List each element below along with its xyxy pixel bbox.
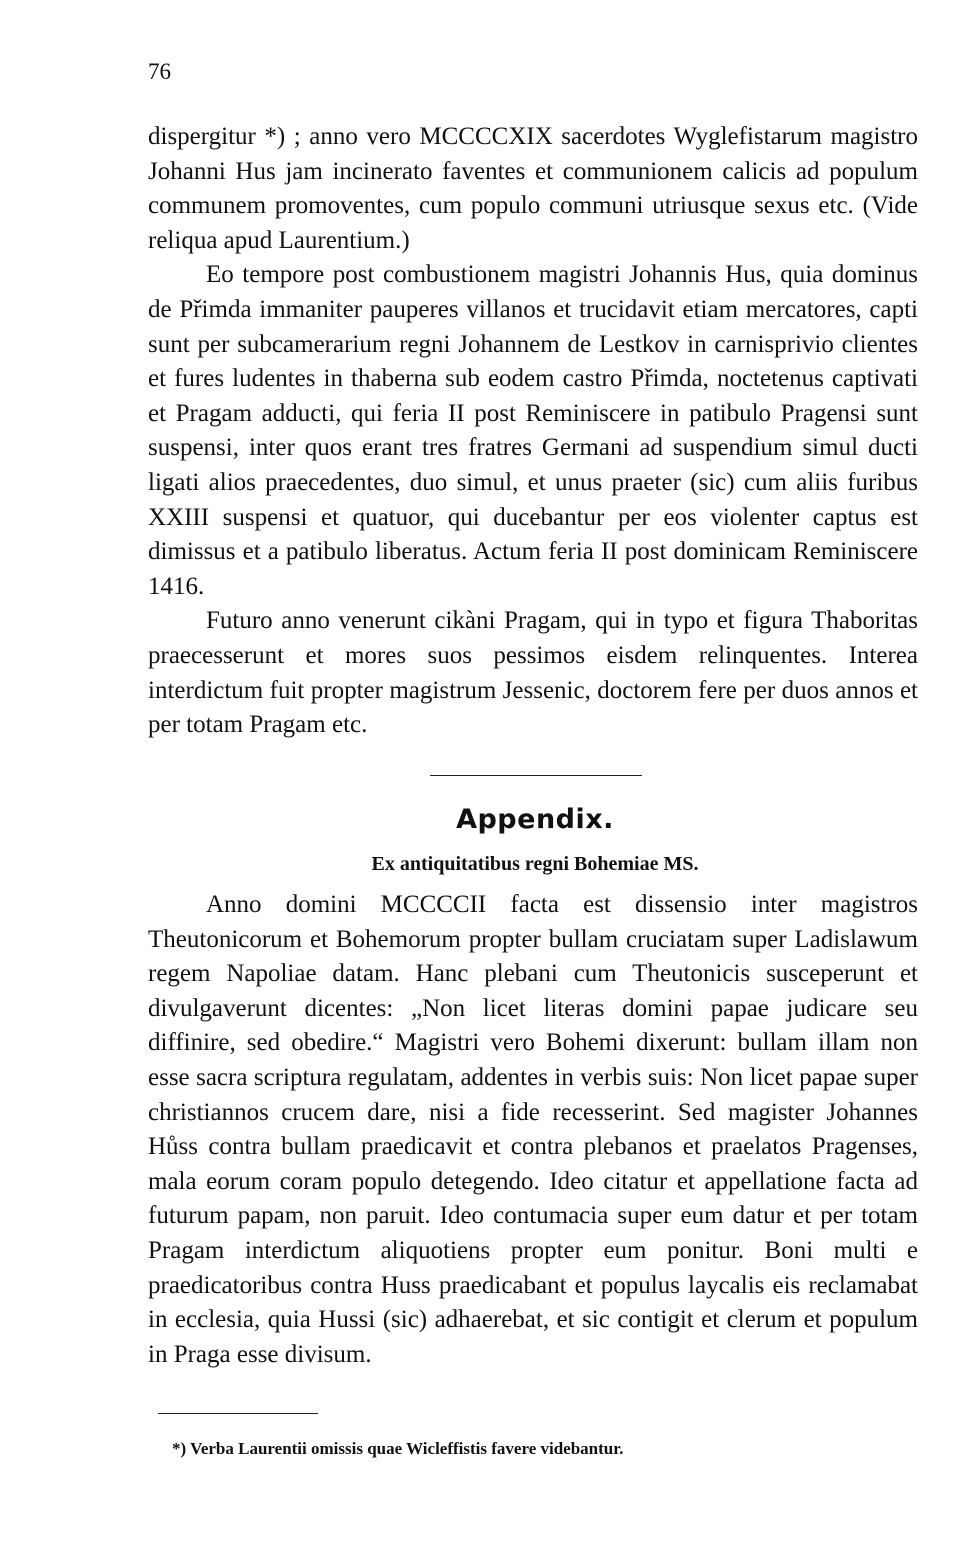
section-divider (430, 775, 642, 776)
page-number: 76 (148, 59, 171, 84)
paragraph: dispergitur *) ; anno vero MCCCCXIX sacerdotes Wyglefistarum magistro Johanni Hus jam incinerato faventes et communionem calicis ad populum communem promoventes, cum populo communi utriusque sexus etc. (Vide reliqua apud Laurentium.) (148, 123, 918, 254)
appendix-text (148, 888, 918, 1372)
paragraph: Anno domini MCCCCII facta est dissensio inter magistros Theutonicorum et Bohemorum propter bullam cruciatam super Ladislawum regem Napoliae datam. Hanc plebani cum Theutonicis susceperunt et divulgaverunt dicentes: „Non licet literas domini papae judicare seu diffinire, sed obedire.“ Magistri vero Bohemi dixerunt: bullam illam non esse sacra scriptura regulatam, addentes in verbis suis: Non licet papae super christiannos crucem dare, nisi a fide recesserint. Sed magister Johannes Hůss contra bullam praedicavit et contra plebanos et praelatos Pragenses, mala eorum coram populo detegendo. Ideo citatur et appellatione facta ad futurum papam, non paruit. Ideo contumacia super eum datur et per totam Pragam interdictum aliquotiens propter eum ponitur. Boni multi e praedicatoribus contra Huss praedicabant et populus laycalis eis reclamabat in ecclesia, quia Hussi (sic) adhaerebat, et sic contigit et clerum et populum in Praga esse divisum. (148, 891, 918, 1368)
main-text (148, 120, 918, 743)
paragraph: Futuro anno venerunt cikàni Pragam, qui in typo et figura Thaboritas praecesserunt et mores suos pessimos eisdem relinquentes. Interea interdictum fuit propter magistrum Jessenic, doctorem fere per duos annos et per totam Pragam etc. (148, 607, 918, 739)
footnote-divider (158, 1413, 318, 1414)
footnote: *) Verba Laurentii omissis quae Wicleffistis favere videbantur. (172, 1439, 624, 1458)
paragraph: Eo tempore post combustionem magistri Johannis Hus, quia dominus de Přimda immaniter pauperes villanos et trucidavit etiam mercatores, capti sunt per subcamerarium regni Johannem de Lestkov in carnisprivio clientes et fures ludentes in thaberna sub eodem castro Přimda, noctetenus captivati et Pragam adducti, qui feria II post Reminiscere in patibulo Pragensi sunt suspensi, inter quos erant tres fratres Germani ad suspendium simul ducti ligati alios praecedentes, duo simul, et unus praeter (sic) cum aliis furibus XXIII suspensi et quatuor, qui ducebantur per eos violenter captus est dimissus et a patibulo liberatus. Actum feria II post dominicam Reminiscere 1416. (148, 261, 918, 600)
appendix-subheading: Ex antiquitatibus regni Bohemiae MS. (371, 853, 699, 875)
appendix-heading: Appendix. (456, 804, 614, 835)
